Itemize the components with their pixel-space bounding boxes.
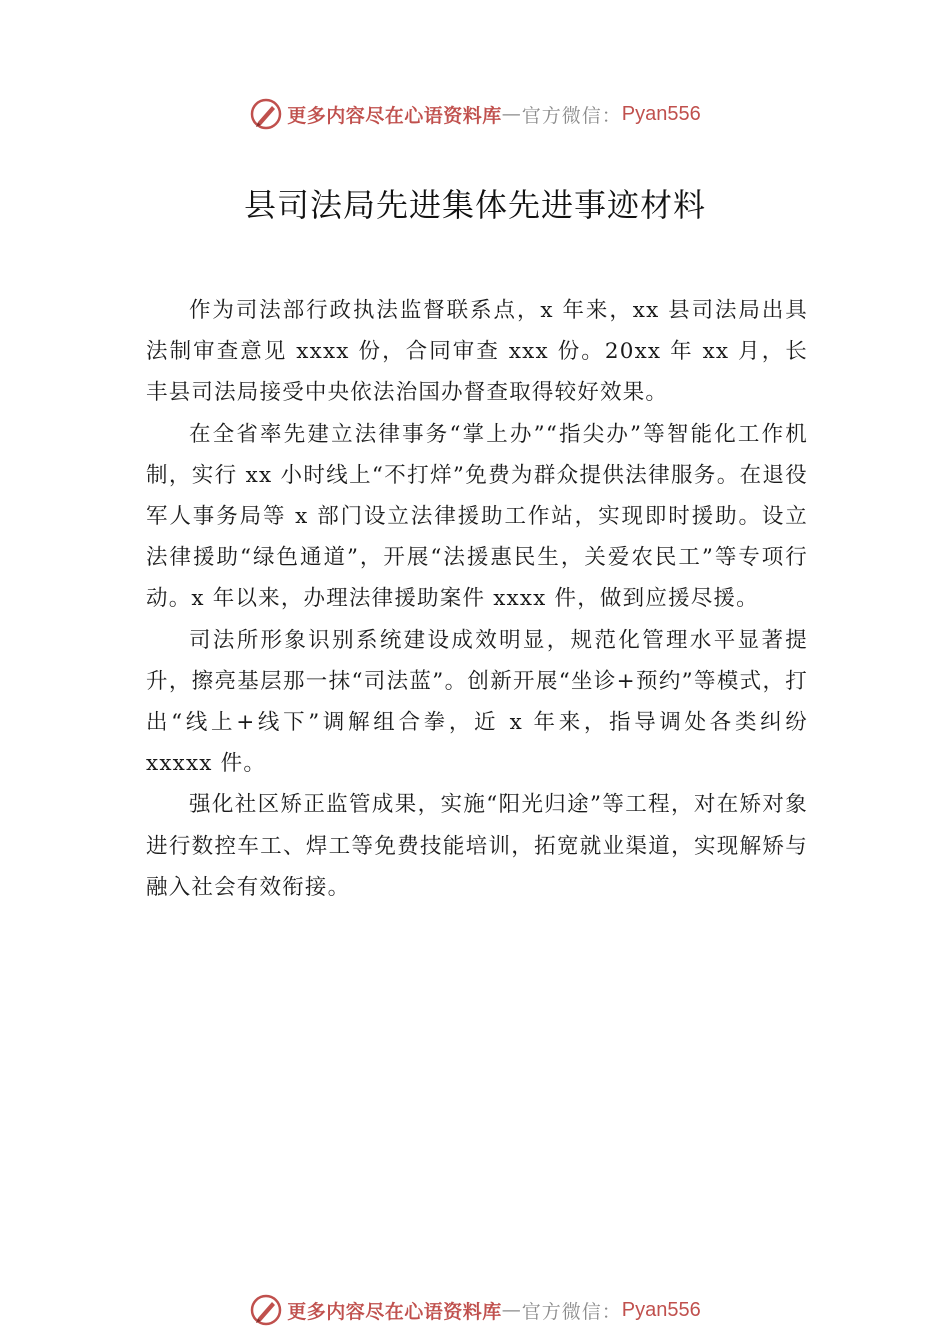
paragraph-2: 在全省率先建立法律事务“掌上办”“指尖办”等智能化工作机制，实行 xx 小时线上“不打烊”免费为群众提供法律服务。在退役军人事务局等 x 部门设立法律援助工作站，实现即时援助。设立法律援助“绿色通道”，开展“法援惠民生，关爱农民工”等专项行动。x 年以来，办理法律援助案件 xxxx 件，做到应援尽援。 (146, 421, 808, 612)
header-watermark (0, 94, 950, 134)
wechat-label: 官方微信： (521, 104, 622, 127)
page-title: 县司法局先进集体先进事迹材料 (243, 186, 706, 224)
footer-watermark (0, 1290, 950, 1330)
brand-text: 更多内容尽在心语资料库 (287, 1300, 502, 1323)
wechat-label: 官方微信： (521, 1300, 622, 1323)
brand-text: 更多内容尽在心语资料库 (287, 104, 502, 127)
wechat-id: Pyan556 (621, 1298, 701, 1321)
paragraph-1: 作为司法部行政执法监督联系点，x 年来，xx 县司法局出具法制审查意见 xxxx 份，合同审查 xxx 份。20xx 年 xx 月，长丰县司法局接受中央依法治国办督查取得较好效果。 (146, 298, 808, 406)
pen-logo-icon (249, 97, 283, 131)
pen-logo-icon (249, 1293, 283, 1327)
wechat-id: Pyan556 (621, 102, 701, 125)
document-body (146, 290, 808, 908)
separator: — (501, 1299, 522, 1321)
paragraph-3: 司法所形象识别系统建设成效明显，规范化管理水平显著提升，擦亮基层那一抹“司法蓝”。创新开展“坐诊+预约”等模式，打出“线上+线下”调解组合拳，近 x 年来，指导调处各类纠纷 xxxxx 件。 (146, 627, 808, 777)
separator: — (501, 103, 522, 125)
paragraph-4: 强化社区矫正监管成果，实施“阳光归途”等工程，对在矫对象进行数控车工、焊工等免费技能培训，拓宽就业渠道，实现解矫与融入社会有效衔接。 (146, 792, 808, 900)
